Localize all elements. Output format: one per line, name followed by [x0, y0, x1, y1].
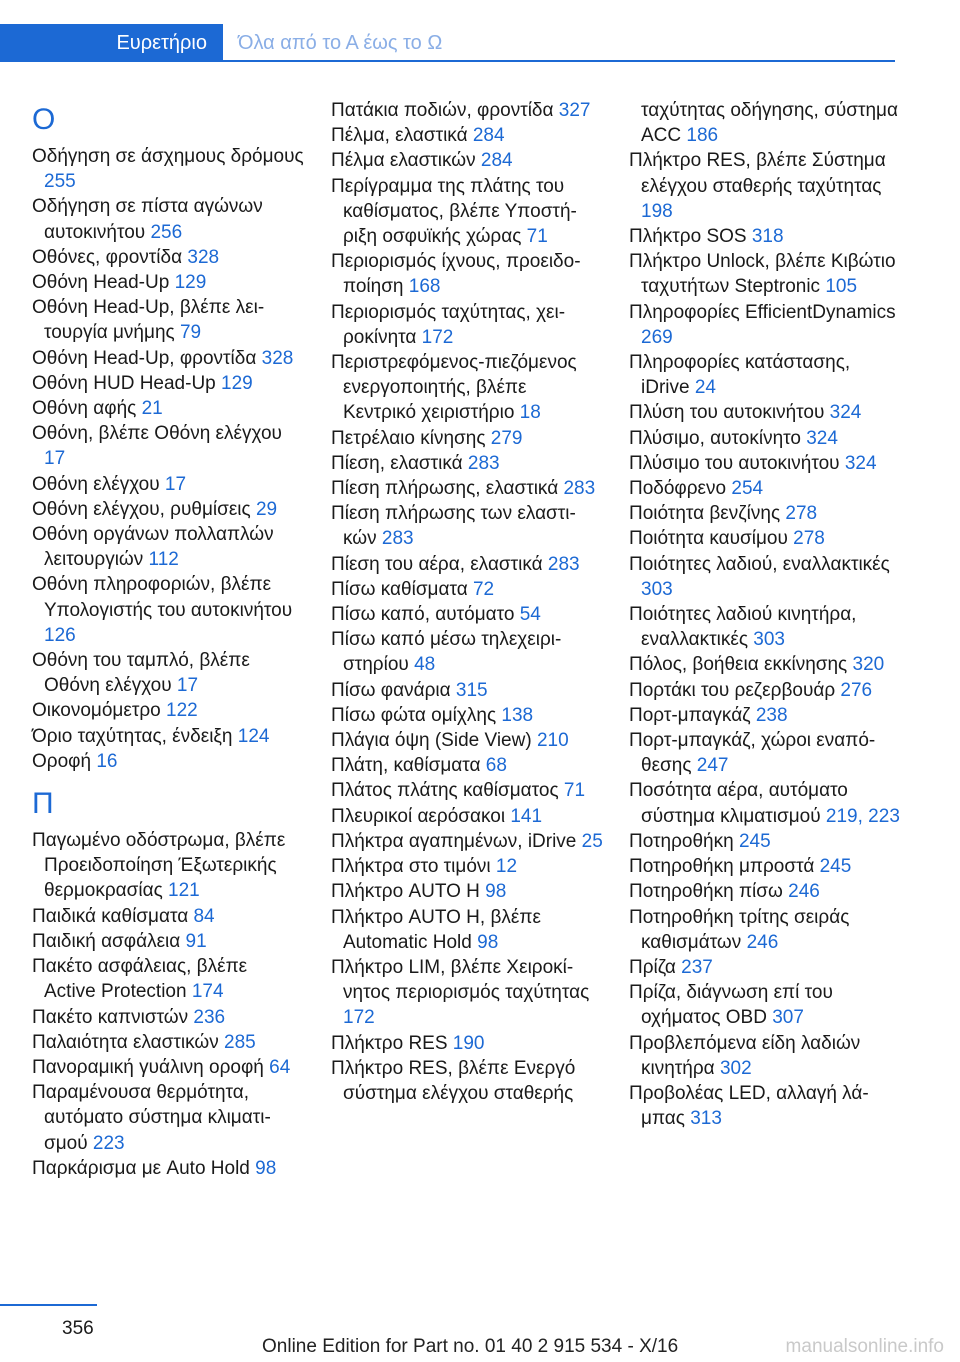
index-entry: [629, 476, 901, 501]
entry-page-link[interactable]: 29: [255, 498, 278, 520]
index-entry: [629, 148, 901, 224]
entry-page-link[interactable]: 245: [819, 856, 852, 878]
index-column-1: [32, 98, 304, 1181]
entry-page-link[interactable]: 210: [536, 730, 569, 752]
index-entry: [32, 698, 304, 723]
index-entry: [331, 451, 603, 476]
entry-term: Όριο ταχύτητας, ένδειξη: [32, 725, 233, 747]
tab-section[interactable]: Όλα από το Α έως το Ω: [238, 32, 443, 54]
index-entry: [629, 678, 901, 703]
entry-page-link[interactable]: 105: [825, 276, 858, 298]
section-letter: Π: [32, 787, 54, 821]
index-entry: [32, 929, 304, 954]
entry-term: Οθόνη Head-Up: [32, 272, 170, 294]
entry-term: Οροφή: [32, 750, 92, 772]
entry-page-link[interactable]: 54: [519, 604, 541, 626]
entry-page-link[interactable]: 121: [168, 880, 200, 902]
entry-page-link[interactable]: 328: [187, 246, 220, 268]
index-entry: [32, 904, 304, 929]
tab-index[interactable]: Ευρετήριο: [0, 24, 223, 62]
entry-page-link[interactable]: 172: [421, 326, 454, 348]
entry-page-link[interactable]: 324: [844, 452, 877, 474]
entry-term: Πλήκτρα στο τιμόνι: [331, 856, 491, 878]
index-entry: [331, 174, 603, 250]
entry-page-link[interactable]: 324: [806, 427, 838, 449]
entry-term: Πλήκτρο AUTO H: [331, 881, 480, 903]
entry-page-link[interactable]: 246: [746, 931, 779, 953]
entry-page-link[interactable]: 279: [490, 427, 523, 449]
entry-term: Πίεση πλήρωσης, ελαστικά: [331, 478, 559, 500]
index-entry: [331, 1031, 603, 1056]
entry-page-link[interactable]: 72: [472, 578, 495, 600]
entry-term: Πίεση του αέρα, ελαστικά: [331, 553, 543, 575]
entry-term: Πανοραμική γυάλινη οροφή: [32, 1056, 264, 1078]
entry-term: Περιορισμός ίχνους, προειδοποίηση: [331, 251, 581, 298]
entry-term: Ποσότητα αέρα, αυτόματο σύστημα κλιματισμού: [629, 780, 848, 827]
entry-term: Οθόνη οργάνων πολλαπλών λειτουργιών: [32, 524, 274, 571]
footer-rule: [0, 1304, 97, 1306]
index-entry: [32, 1005, 304, 1030]
index-entry: [32, 648, 304, 698]
index-entry: [32, 497, 304, 522]
entry-term: Οδήγηση σε πίστα αγώνων αυτοκινήτου: [32, 196, 263, 243]
index-entry: [331, 854, 603, 879]
entry-term: Οθόνη ελέγχου: [32, 473, 160, 495]
entry-term: Πίεση πλήρωσης των ελαστικών: [331, 503, 576, 550]
entry-term: Οθόνη ελέγχου, ρυθμίσεις: [32, 498, 251, 520]
entry-term: Πίσω φανάρια: [331, 679, 451, 701]
header-bar: [0, 24, 895, 62]
entry-term: Πετρέλαιο κίνησης: [331, 427, 486, 449]
entry-page-link[interactable]: 122: [166, 700, 198, 722]
entry-term: Πλήκτρο AUTO H, βλέπε Automatic Hold: [331, 906, 541, 953]
entry-term: Πλήκτρα αγαπημένων, iDrive: [331, 830, 577, 852]
index-entry: [32, 371, 304, 396]
entry-term: Πρίζα: [629, 956, 676, 978]
entry-term: Πλήκτρο LIM, βλέπε Χειροκίνητος περιορισμός ταχύτητας: [331, 956, 590, 1004]
entry-page-link[interactable]: 24: [694, 377, 716, 399]
index-entry: [331, 552, 603, 577]
index-entry: [629, 300, 901, 350]
entry-term: Προβλεπόμενα είδη λαδιών κινητήρα: [629, 1032, 861, 1079]
index-entry: [629, 829, 901, 854]
entry-page-link[interactable]: 190: [452, 1032, 485, 1054]
entry-page-link[interactable]: 328: [261, 347, 294, 369]
entry-term: Οθόνη Head-Up, φροντίδα: [32, 347, 257, 369]
entry-term: Πλευρικοί αερόσακοι: [331, 805, 506, 827]
entry-term: Πλάτος πλάτης καθίσματος: [331, 780, 559, 802]
entry-page-link[interactable]: 238: [755, 704, 788, 726]
index-entry: [32, 724, 304, 749]
entry-page-link[interactable]: 255: [44, 171, 76, 193]
index-entry: [331, 300, 603, 350]
index-entry: [629, 426, 901, 451]
watermark: manualsonline.info: [785, 1336, 944, 1357]
entry-page-link[interactable]: 112: [148, 549, 179, 571]
entry-page-link[interactable]: 303: [641, 578, 673, 600]
entry-term: Πλήκτρο SOS: [629, 226, 747, 248]
entry-term: Πλήκτρο RES: [331, 1032, 448, 1054]
entry-page-link[interactable]: 12: [495, 856, 518, 878]
entry-page-link[interactable]: 129: [174, 272, 207, 294]
entry-term: Περίγραμμα της πλάτης του καθίσματος, βλέπε Υποστήριξη οσφυϊκής χώρας: [331, 175, 577, 248]
entry-term: Πλήκτρο RES, βλέπε Ενεργό σύστημα ελέγχου σταθερής: [331, 1057, 576, 1104]
entry-term: Πορτάκι του ρεζερβουάρ: [629, 679, 836, 701]
entry-page-link[interactable]: 174: [191, 981, 224, 1003]
index-entry: [331, 778, 603, 803]
index-entry: [331, 1056, 603, 1106]
entry-page-link[interactable]: 236: [193, 1006, 226, 1028]
entry-page-link[interactable]: 283: [381, 528, 414, 550]
entry-term: ταχύτητας οδήγησης, σύστημα ACC: [641, 100, 898, 147]
index-entry: [629, 778, 901, 828]
entry-page-link[interactable]: 71: [526, 226, 548, 248]
entry-page-link[interactable]: 302: [719, 1057, 752, 1079]
index-entry: [331, 879, 603, 904]
entry-term: Πατάκια ποδιών, φροντίδα: [331, 100, 554, 121]
entry-term: Πίσω καπό μέσω τηλεχειριστηρίου: [331, 629, 562, 676]
entry-page-link[interactable]: 64: [269, 1056, 291, 1078]
index-entry: [629, 501, 901, 526]
index-entry: [331, 350, 603, 426]
entry-term: Πακέτο ασφάλειας, βλέπε Active Protection: [32, 956, 248, 1003]
entry-page-link[interactable]: 126: [44, 624, 76, 646]
entry-page-link[interactable]: 237: [681, 956, 713, 978]
entry-page-link[interactable]: 98: [477, 931, 499, 953]
entry-page-link[interactable]: 48: [414, 654, 436, 676]
index-entry: [629, 1031, 901, 1081]
entry-term: Οθόνη Head-Up, βλέπε λειτουργία μνήμης: [32, 297, 265, 344]
entry-page-link[interactable]: 320: [852, 654, 885, 676]
index-entry: [331, 501, 603, 551]
entry-page-link[interactable]: 324: [829, 402, 862, 424]
entry-page-link[interactable]: 315: [455, 679, 488, 701]
header-rule: [0, 60, 895, 62]
entry-page-link[interactable]: 98: [255, 1157, 277, 1179]
index-entry: [331, 249, 603, 299]
entry-term: Οδήγηση σε άσχημους δρόμους: [32, 146, 304, 167]
index-entry: [32, 954, 304, 1004]
entry-page-link[interactable]: 245: [738, 830, 771, 852]
index-entry: [32, 472, 304, 497]
index-entry: [629, 728, 901, 778]
entry-page-link[interactable]: 172: [343, 1007, 375, 1029]
entry-term: Πλάγια όψη (Side View): [331, 730, 532, 752]
entry-page-link[interactable]: 186: [686, 125, 719, 147]
index-entry: [32, 144, 304, 194]
entry-page-link[interactable]: 284: [472, 125, 505, 147]
entry-term: Πλάτη, καθίσματα: [331, 755, 481, 777]
index-entry: [331, 804, 603, 829]
entry-page-link[interactable]: 17: [176, 675, 199, 697]
index-entry: [331, 123, 603, 148]
index-entry: [32, 421, 304, 471]
entry-page-link[interactable]: 223: [92, 1132, 125, 1154]
entry-page-link[interactable]: 246: [788, 881, 820, 903]
entry-page-link[interactable]: 16: [96, 750, 118, 772]
section-letter: Ο: [32, 103, 56, 136]
entry-page-link[interactable]: 283: [467, 452, 500, 474]
index-entry: [629, 1081, 901, 1131]
entry-page-link[interactable]: 278: [793, 528, 825, 550]
index-entry: [629, 602, 901, 652]
index-entry: [629, 980, 901, 1030]
entry-page-link[interactable]: 18: [519, 402, 541, 424]
entry-term: Πίσω καθίσματα: [331, 578, 468, 600]
index-entry: [629, 224, 901, 249]
entry-page-link[interactable]: 141: [510, 805, 543, 827]
entry-term: Οθόνη αφής: [32, 398, 137, 420]
entry-page-link[interactable]: 98: [485, 881, 507, 903]
entry-term: Πακέτο καπνιστών: [32, 1006, 189, 1028]
index-entry: [331, 678, 603, 703]
entry-term: Οθόνη HUD Head-Up: [32, 372, 216, 394]
entry-term: Πίεση, ελαστικά: [331, 452, 463, 474]
entry-term: Πέλμα ελαστικών: [331, 150, 476, 172]
entry-term: Πορτ-μπαγκάζ: [629, 704, 751, 726]
page-number: 356: [62, 1318, 94, 1339]
entry-page-link[interactable]: 198: [641, 200, 673, 222]
index-entry: [629, 552, 901, 602]
index-entry: [331, 703, 603, 728]
entry-term: Πλύσιμο του αυτοκινήτου: [629, 452, 840, 474]
index-entry: [32, 1156, 304, 1181]
entry-page-link[interactable]: 318: [751, 226, 784, 248]
entry-term: Ποτηροθήκη τρίτης σειράς καθισμάτων: [629, 906, 850, 953]
index-entry: [331, 577, 603, 602]
entry-term: Ποτηροθήκη: [629, 830, 734, 852]
entry-page-link[interactable]: 285: [224, 1031, 256, 1053]
entry-page-link[interactable]: 129: [221, 372, 253, 394]
index-entry: [629, 526, 901, 551]
entry-term: Παγωμένο οδόστρωμα, βλέπε Προειδοποίηση Έξωτερικής θερμοκρασίας: [32, 830, 286, 902]
index-entry: [331, 955, 603, 1031]
entry-page-link[interactable]: 256: [150, 221, 183, 243]
index-column-3: [629, 98, 901, 1131]
entry-page-link[interactable]: 68: [485, 755, 507, 777]
index-entry: [629, 703, 901, 728]
entry-page-link[interactable]: 138: [501, 704, 534, 726]
index-entry: [331, 476, 603, 501]
index-entry: [629, 451, 901, 476]
entry-page-link[interactable]: 91: [185, 930, 207, 952]
entry-page-link[interactable]: 283: [547, 553, 580, 575]
index-entry: [331, 728, 603, 753]
entry-page-link[interactable]: 79: [179, 322, 202, 344]
entry-term: Περιστρεφόμενος-πιεζόμενος ενεργοποιητής, βλέπε Κεντρικό χειριστήριο: [331, 352, 577, 424]
entry-page-link[interactable]: 21: [141, 398, 163, 420]
index-entry: [32, 194, 304, 244]
index-entry: [331, 426, 603, 451]
entry-term: Ποιότητες λαδιού κινητήρα, εναλλακτικές: [629, 604, 857, 651]
index-entry: [629, 652, 901, 677]
index-entry: [331, 602, 603, 627]
entry-term: Ποτηροθήκη πίσω: [629, 881, 783, 903]
entry-page-link[interactable]: 124: [237, 725, 270, 747]
entry-page-link[interactable]: 283: [563, 478, 596, 500]
entry-term: Πρίζα, διάγνωση επί του οχήματος OBD: [629, 982, 833, 1029]
index-entry: [629, 98, 901, 148]
entry-term: Προβολέας LED, αλλαγή λάμπας: [629, 1082, 869, 1130]
edition-note: Online Edition for Part no. 01 40 2 915 534 - X/16: [262, 1336, 679, 1357]
entry-term: Παρκάρισμα με Auto Hold: [32, 1157, 250, 1179]
entry-page-link[interactable]: 307: [772, 1007, 804, 1029]
entry-term: Περιορισμός ταχύτητας, χειροκίνητα: [331, 301, 566, 348]
index-entry: [32, 522, 304, 572]
entry-page-link[interactable]: 25: [581, 830, 603, 852]
index-entry: [629, 400, 901, 425]
entry-page-link[interactable]: 254: [731, 478, 764, 500]
index-column-2: [331, 98, 603, 1106]
index-entry: [32, 396, 304, 421]
entry-page-link[interactable]: 168: [408, 276, 441, 298]
entry-term: Πίσω καπό, αυτόματο: [331, 604, 515, 626]
index-entry: [32, 749, 304, 774]
entry-term: Πορτ-μπαγκάζ, χώροι εναπόθεσης: [629, 730, 876, 777]
entry-term: Οθόνη, βλέπε Οθόνη ελέγχου: [32, 423, 282, 445]
entry-term: Πλύσιμο, αυτοκίνητο: [629, 427, 801, 449]
entry-term: Παραμένουσα θερμότητα, αυτόματο σύστημα κλιματισμού: [32, 1082, 271, 1154]
entry-term: Οικονομόμετρο: [32, 700, 161, 722]
index-entry: [32, 828, 304, 904]
index-entry: [32, 346, 304, 371]
index-entry: [331, 829, 603, 854]
entry-page-link[interactable]: 71: [563, 780, 586, 802]
entry-term: Οθόνες, φροντίδα: [32, 246, 183, 268]
index-entry: [629, 955, 901, 980]
entry-page-link[interactable]: 84: [193, 905, 215, 927]
index-entry: [629, 879, 901, 904]
entry-term: Ποτηροθήκη μπροστά: [629, 856, 815, 878]
index-entry: [32, 245, 304, 270]
index-entry: [32, 572, 304, 648]
entry-page-link[interactable]: 276: [840, 679, 873, 701]
entry-term: Πληροφορίες EfficientDynamics: [629, 301, 896, 323]
index-entry: [32, 1030, 304, 1055]
entry-page-link[interactable]: 269: [641, 326, 673, 348]
entry-page-link[interactable]: 278: [785, 503, 818, 525]
entry-term: Ποδόφρενο: [629, 478, 727, 500]
index-entry: [331, 753, 603, 778]
entry-term: Παλαιότητα ελαστικών: [32, 1031, 219, 1053]
entry-term: Πόλος, βοήθεια εκκίνησης: [629, 654, 848, 676]
entry-term: Πλήκτρο Unlock, βλέπε Κιβώτιο ταχυτήτων Steptronic: [629, 251, 896, 298]
entry-page-link[interactable]: 284: [480, 150, 513, 172]
index-entry: [629, 905, 901, 955]
entry-page-link[interactable]: 219, 223: [825, 805, 900, 827]
entry-page-link[interactable]: 303: [753, 629, 785, 651]
entry-term: Παιδικά καθίσματα: [32, 905, 189, 927]
index-entry: [32, 295, 304, 345]
index-entry: [32, 270, 304, 295]
index-entry: [331, 148, 603, 173]
index-entry: [331, 98, 603, 123]
entry-term: Ποιότητα βενζίνης: [629, 503, 781, 525]
entry-term: Οθόνη του ταμπλό, βλέπε Οθόνη ελέγχου: [32, 650, 250, 697]
entry-term: Πλήκτρο RES, βλέπε Σύστημα ελέγχου σταθερής ταχύτητας: [629, 150, 886, 197]
index-entry: [629, 854, 901, 879]
entry-term: Πληροφορίες κατάστασης, iDrive: [629, 352, 851, 399]
index-entry: [629, 249, 901, 299]
entry-page-link[interactable]: 17: [44, 448, 66, 470]
entry-term: Πίσω φώτα ομίχλης: [331, 704, 497, 726]
entry-page-link[interactable]: 17: [164, 473, 187, 495]
entry-term: Ποιότητα καυσίμου: [629, 528, 788, 550]
entry-term: Πλύση του αυτοκινήτου: [629, 402, 825, 424]
entry-page-link[interactable]: 327: [558, 100, 591, 121]
index-entry: [32, 1080, 304, 1156]
entry-term: Παιδική ασφάλεια: [32, 930, 181, 952]
entry-term: Ποιότητες λαδιού, εναλλακτικές: [629, 553, 890, 575]
index-entry: [32, 1055, 304, 1080]
index-entry: [331, 627, 603, 677]
index-entry: [629, 350, 901, 400]
entry-page-link[interactable]: 313: [690, 1108, 722, 1130]
entry-page-link[interactable]: 247: [696, 755, 729, 777]
entry-term: Οθόνη πληροφοριών, βλέπε Υπολογιστής του αυτοκινήτου: [32, 574, 293, 621]
index-entry: [331, 905, 603, 955]
entry-term: Πέλμα, ελαστικά: [331, 125, 468, 147]
